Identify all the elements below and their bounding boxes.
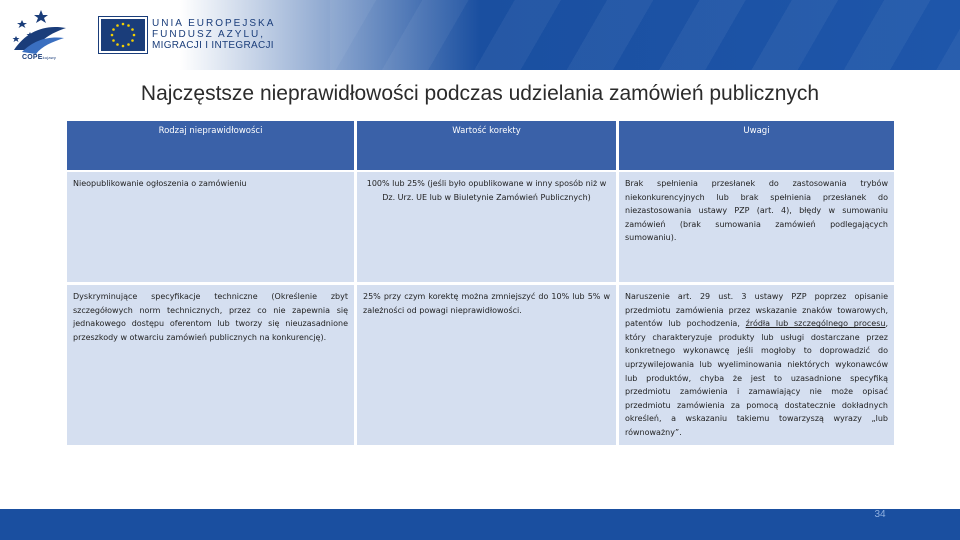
page-number: 34 (874, 509, 886, 520)
cell-type: Nieopublikowanie ogłoszenia o zamówieniu (67, 172, 357, 285)
cell-correction: 100% lub 25% (jeśli było opublikowane w inny sposób niż w Dz. Urz. UE lub w Biuletynie Zamówień Publicznych) (357, 172, 619, 285)
notes-text-part2: , który charakteryzuje produkty lub usługi dostarczane przez konkretnego wykonawcę jeśli mogłoby to doprowadzić do uprzywilejowania lub wyeliminowania niektórych wykonawców lub produktów, chyba że jest to uzasadnione specyfiką przedmiotu zamówienia i zamawiający nie może opisać przedmiotu zamówienia za pomocą dostatecznie dokładnych określeń, a wskazaniu takiemu towarzyszą wyrazy „lub równoważny”. (625, 319, 888, 437)
cell-notes: Brak spełnienia przesłanek do zastosowania trybów niekonkurencyjnych lub brak spełnienia przesłanek do niezastosowania ustawy PZP (art. 4), błędy w sumowaniu zamówień (brak sumowania zamówień podlegających sumowaniu). (619, 172, 894, 285)
cell-notes (619, 285, 894, 448)
column-header-correction: Wartość korekty (357, 121, 619, 172)
notes-text-part1: Naruszenie art. 29 ust. 3 ustawy PZP poprzez opisanie przedmiotu zamówienia przez wskazanie znaków towarowych, patentów lub pochodzenia, (625, 292, 888, 329)
table-header-row (67, 121, 894, 172)
page-title: Najczęstsze nieprawidłowości podczas udzielania zamówień publicznych (140, 82, 820, 105)
notes-underlined-text: źródła lub szczególnego procesu (745, 319, 886, 329)
table-row (67, 285, 894, 448)
header-decoration (330, 0, 960, 70)
footer-bar (0, 509, 960, 540)
eu-flag-icon (98, 16, 148, 54)
eu-logo-text: UNIA EUROPEJSKA FUNDUSZ AZYLU, MIGRACJI I INTEGRACJI (152, 18, 276, 51)
column-header-notes: Uwagi (619, 121, 894, 172)
cope-logo-text: COPEkujawy (22, 54, 57, 61)
irregularities-table (67, 121, 894, 448)
cell-correction: 25% przy czym korektę można zmniejszyć do 10% lub 5% w zależności od powagi nieprawidłowości. (357, 285, 619, 448)
cell-type: Dyskryminujące specyfikacje techniczne (Określenie zbyt szczegółowych norm technicznych, przez co nie zapewnia się jednakowego dostępu oferentom lub tworzy się nieuzasadnione przeszkody w otwarciu zamówień publicznych na konkurencję). (67, 285, 357, 448)
column-header-type: Rodzaj nieprawidłowości (67, 121, 357, 172)
table-row (67, 172, 894, 285)
header-bar (0, 0, 960, 70)
